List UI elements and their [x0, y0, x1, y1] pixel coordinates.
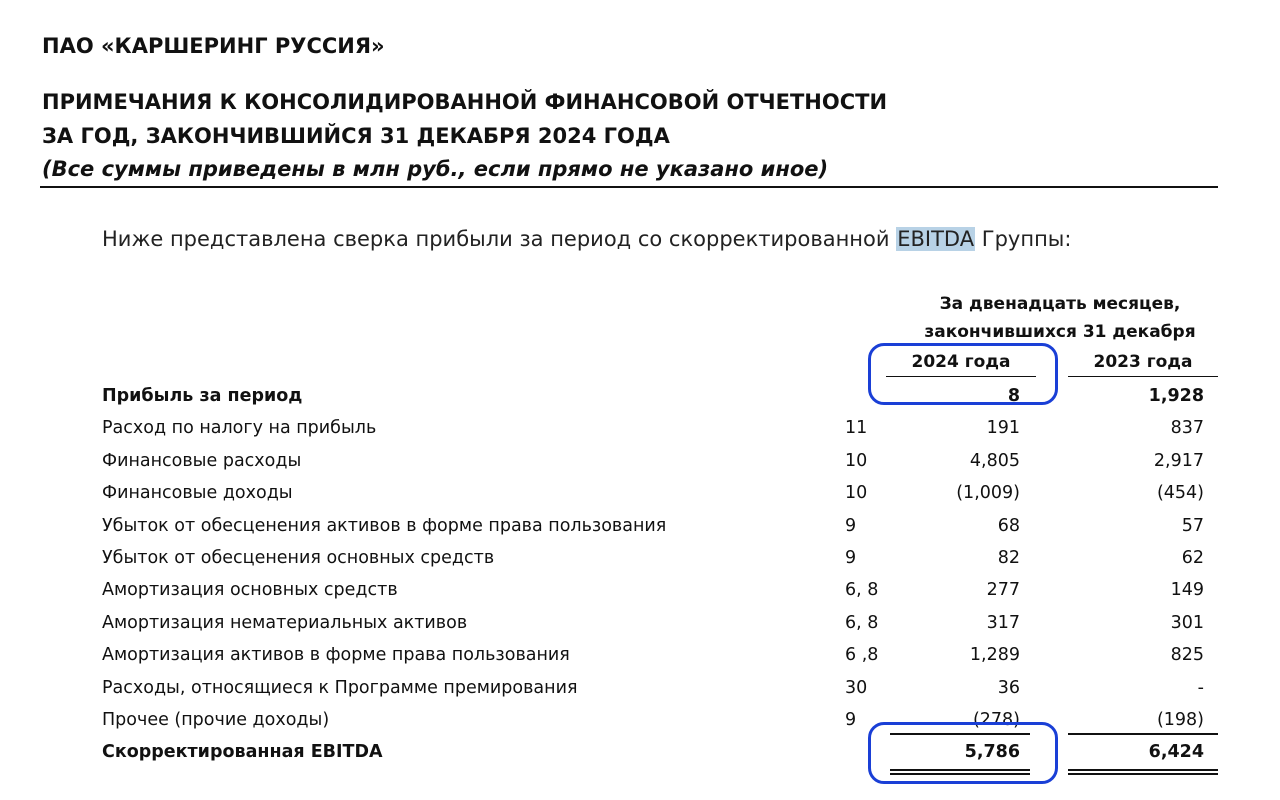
table-row	[0, 673, 1280, 705]
row-label: Расходы, относящиеся к Программе премирования	[102, 677, 578, 698]
row-label: Финансовые доходы	[102, 483, 293, 504]
row-note-ref: 9	[845, 710, 857, 730]
period-header-line-1: За двенадцать месяцев,	[939, 294, 1181, 314]
row-value-2023: 825	[1170, 645, 1204, 666]
row-value-2023: 1,928	[1148, 386, 1204, 406]
row-note-ref: 6, 8	[845, 580, 879, 601]
row-value-2023: (198)	[1156, 710, 1204, 730]
row-value-2023: 62	[1181, 548, 1204, 568]
row-label: Финансовые расходы	[102, 450, 302, 471]
table-row	[0, 640, 1280, 672]
row-value-2024: 82	[997, 548, 1020, 568]
row-label: Скорректированная EBITDA	[102, 742, 383, 763]
row-label: Убыток от обесценения основных средств	[102, 548, 495, 568]
row-note-ref: 10	[845, 450, 868, 471]
row-value-2024: 4,805	[969, 450, 1020, 471]
row-value-2024: (1,009)	[956, 483, 1020, 504]
intro-text-after: Группы:	[975, 227, 1072, 251]
table-row	[0, 511, 1280, 543]
row-value-2024: (278)	[972, 710, 1020, 730]
total-rule-2023-lower	[1068, 773, 1218, 775]
company-name: ПАО «КАРШЕРИНГ РУССИЯ»	[42, 34, 385, 58]
row-value-2023: 2,917	[1153, 450, 1204, 471]
intro-highlight[interactable]: EBITDA	[897, 227, 975, 251]
row-value-2023: 301	[1170, 612, 1204, 633]
row-note-ref: 9	[845, 515, 857, 536]
row-value-2023: -	[1197, 677, 1204, 698]
row-value-2024: 8	[1007, 386, 1020, 406]
header-divider	[40, 186, 1218, 188]
table-row	[0, 446, 1280, 478]
row-note-ref: 6 ,8	[845, 645, 879, 666]
row-label: Амортизация нематериальных активов	[102, 612, 468, 633]
row-label: Убыток от обесценения активов в форме права пользования	[102, 515, 667, 536]
row-value-2024: 191	[986, 418, 1020, 439]
row-value-2024: 5,786	[964, 742, 1020, 763]
table-row	[0, 608, 1280, 640]
row-label: Прибыль за период	[102, 386, 303, 406]
row-value-2023: 6,424	[1148, 742, 1204, 763]
row-label: Амортизация активов в форме права пользования	[102, 645, 570, 666]
row-value-2023: 57	[1181, 515, 1204, 536]
intro-text-before: Ниже представлена сверка прибыли за период со скорректированной	[102, 227, 897, 251]
row-label: Расход по налогу на прибыль	[102, 418, 377, 439]
row-note-ref: 6, 8	[845, 612, 879, 633]
total-rule-2023-upper	[1068, 769, 1218, 771]
document-title-line-1: ПРИМЕЧАНИЯ К КОНСОЛИДИРОВАННОЙ ФИНАНСОВОЙ ОТЧЕТНОСТИ	[42, 90, 888, 114]
period-header-line-2: закончившихся 31 декабря	[924, 322, 1196, 342]
table-row	[0, 737, 1280, 769]
row-note-ref: 11	[845, 418, 868, 439]
row-value-2023: 149	[1170, 580, 1204, 601]
table-row	[0, 575, 1280, 607]
subtotal-rule-2023	[1068, 733, 1218, 735]
document-title-line-2: ЗА ГОД, ЗАКОНЧИВШИЙСЯ 31 ДЕКАБРЯ 2024 ГОДА	[42, 124, 670, 148]
row-note-ref: 30	[845, 677, 868, 698]
row-note-ref: 10	[845, 483, 868, 504]
annotation-circle-2024-header	[868, 343, 1058, 405]
table-row	[0, 413, 1280, 445]
amounts-note: (Все суммы приведены в млн руб., если прямо не указано иное)	[42, 157, 829, 181]
row-value-2024: 1,289	[969, 645, 1020, 666]
table-row	[0, 381, 1280, 413]
row-label: Амортизация основных средств	[102, 580, 398, 601]
row-value-2023: (454)	[1156, 483, 1204, 504]
row-value-2024: 277	[986, 580, 1020, 601]
table-row	[0, 478, 1280, 510]
row-value-2024: 68	[997, 515, 1020, 536]
table-row	[0, 543, 1280, 575]
column-header-2023: 2023 года	[1068, 352, 1218, 377]
intro-sentence	[102, 227, 1071, 251]
row-value-2024: 317	[986, 612, 1020, 633]
row-value-2024: 36	[997, 677, 1020, 698]
annotation-circle-ebitda-2024	[868, 722, 1058, 784]
row-note-ref: 9	[845, 548, 857, 568]
column-header-2024: 2024 года	[886, 352, 1036, 377]
row-label: Прочее (прочие доходы)	[102, 710, 330, 730]
row-value-2023: 837	[1170, 418, 1204, 439]
